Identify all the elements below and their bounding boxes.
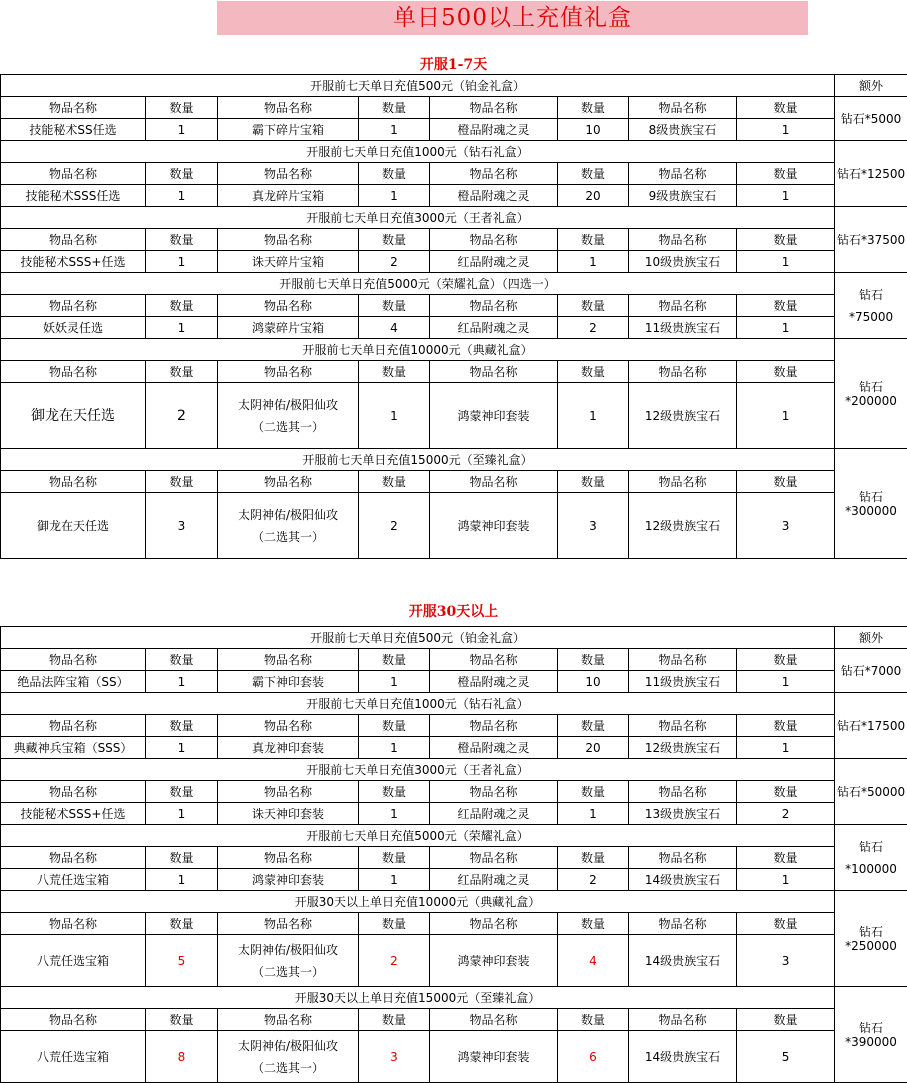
col-qty-header: 数量	[737, 781, 835, 803]
col-qty-header: 数量	[737, 163, 835, 185]
item-name-two-line	[218, 935, 359, 987]
item-qty: 2	[558, 317, 629, 339]
extra-header: 额外	[835, 75, 907, 97]
item-qty: 1	[737, 869, 835, 891]
item-name: 鸿蒙神印套装	[430, 1031, 558, 1083]
col-name-header: 物品名称	[1, 361, 146, 383]
col-name-header: 物品名称	[430, 1009, 558, 1031]
col-qty-header: 数量	[737, 847, 835, 869]
item-qty: 1	[737, 251, 835, 273]
col-name-header: 物品名称	[1, 715, 146, 737]
item-qty: 3	[737, 493, 835, 559]
col-qty-header: 数量	[359, 295, 430, 317]
item-qty: 1	[737, 185, 835, 207]
col-name-header: 物品名称	[629, 1009, 737, 1031]
item-name: 8级贵族宝石	[629, 119, 737, 141]
item-name: 御龙在天任选	[1, 383, 146, 449]
item-name: 12级贵族宝石	[629, 383, 737, 449]
tier-header: 开服前七天单日充值10000元（典藏礼盒）	[1, 339, 835, 361]
col-qty-header: 数量	[558, 781, 629, 803]
extra-reward	[835, 825, 907, 891]
col-name-header: 物品名称	[218, 229, 359, 251]
item-qty: 3	[146, 493, 218, 559]
col-qty-header: 数量	[558, 295, 629, 317]
item-qty: 5	[737, 1031, 835, 1083]
col-name-header: 物品名称	[218, 361, 359, 383]
item-name: 红品附魂之灵	[430, 317, 558, 339]
col-qty-header: 数量	[359, 781, 430, 803]
item-qty: 3	[737, 935, 835, 987]
item-qty: 2	[737, 803, 835, 825]
item-name: 橙品附魂之灵	[430, 119, 558, 141]
tier-header: 开服前七天单日充值3000元（王者礼盒）	[1, 207, 835, 229]
extra-reward-line2: *100000	[845, 861, 897, 876]
col-qty-header: 数量	[359, 715, 430, 737]
col-qty-header: 数量	[359, 913, 430, 935]
col-name-header: 物品名称	[218, 1009, 359, 1031]
col-name-header: 物品名称	[629, 649, 737, 671]
item-qty: 1	[146, 737, 218, 759]
extra-reward	[835, 273, 907, 339]
col-qty-header: 数量	[558, 847, 629, 869]
item-qty: 1	[359, 737, 430, 759]
item-qty: 1	[558, 803, 629, 825]
item-name-note: （二选其一）	[251, 1060, 324, 1075]
col-qty-header: 数量	[146, 1009, 218, 1031]
item-name: 太阴神佑/极阳仙攻	[237, 397, 339, 412]
tier-header: 开服前七天单日充值5000元（荣耀礼盒）（四选一）	[1, 273, 835, 295]
col-name-header: 物品名称	[218, 649, 359, 671]
item-name: 霸下碎片宝箱	[218, 119, 359, 141]
col-qty-header: 数量	[359, 97, 430, 119]
col-qty-header: 数量	[146, 163, 218, 185]
col-qty-header: 数量	[737, 649, 835, 671]
item-name-two-line	[218, 493, 359, 559]
section-title: 开服30天以上	[408, 604, 499, 620]
col-qty-header: 数量	[359, 163, 430, 185]
item-qty: 1	[359, 869, 430, 891]
col-qty-header: 数量	[146, 361, 218, 383]
item-qty: 2	[146, 383, 218, 449]
item-qty: 1	[146, 251, 218, 273]
item-name: 技能秘术SS任选	[1, 119, 146, 141]
col-qty-header: 数量	[146, 97, 218, 119]
item-qty: 10	[558, 119, 629, 141]
item-qty: 5	[146, 935, 218, 987]
item-qty: 1	[146, 671, 218, 693]
extra-reward: 钻石*7000	[835, 649, 907, 693]
item-qty: 1	[146, 185, 218, 207]
item-name: 典藏神兵宝箱（SSS）	[1, 737, 146, 759]
item-qty: 1	[146, 119, 218, 141]
item-name: 绝品法阵宝箱（SS）	[1, 671, 146, 693]
item-qty: 4	[359, 317, 430, 339]
col-qty-header: 数量	[146, 847, 218, 869]
item-qty: 1	[737, 671, 835, 693]
tier-header: 开服前七天单日充值15000元（至臻礼盒）	[1, 449, 835, 471]
item-qty: 1	[359, 119, 430, 141]
item-name: 御龙在天任选	[1, 493, 146, 559]
col-qty-header: 数量	[359, 229, 430, 251]
item-name: 橙品附魂之灵	[430, 185, 558, 207]
col-name-header: 物品名称	[218, 715, 359, 737]
col-qty-header: 数量	[359, 649, 430, 671]
col-qty-header: 数量	[558, 163, 629, 185]
extra-reward: 钻石*250000	[835, 891, 907, 987]
col-name-header: 物品名称	[629, 715, 737, 737]
col-qty-header: 数量	[146, 295, 218, 317]
col-qty-header: 数量	[558, 1009, 629, 1031]
item-name: 鸿蒙碎片宝箱	[218, 317, 359, 339]
item-qty: 2	[359, 493, 430, 559]
item-name: 技能秘术SSS+任选	[1, 251, 146, 273]
col-name-header: 物品名称	[430, 97, 558, 119]
item-name: 诛天神印套装	[218, 803, 359, 825]
col-qty-header: 数量	[558, 471, 629, 493]
item-qty: 8	[146, 1031, 218, 1083]
item-qty: 10	[558, 671, 629, 693]
item-name: 14级贵族宝石	[629, 935, 737, 987]
col-qty-header: 数量	[359, 847, 430, 869]
tier-header: 开服30天以上单日充值15000元（至臻礼盒）	[1, 987, 835, 1009]
col-name-header: 物品名称	[1, 781, 146, 803]
col-name-header: 物品名称	[218, 471, 359, 493]
col-name-header: 物品名称	[629, 163, 737, 185]
item-name: 技能秘术SSS+任选	[1, 803, 146, 825]
col-name-header: 物品名称	[430, 295, 558, 317]
item-name: 橙品附魂之灵	[430, 737, 558, 759]
col-qty-header: 数量	[146, 715, 218, 737]
col-qty-header: 数量	[558, 715, 629, 737]
extra-reward: 钻石*50000	[835, 759, 907, 825]
col-qty-header: 数量	[558, 913, 629, 935]
item-name: 13级贵族宝石	[629, 803, 737, 825]
col-qty-header: 数量	[737, 1009, 835, 1031]
col-name-header: 物品名称	[1, 1009, 146, 1031]
item-qty: 1	[359, 185, 430, 207]
item-name: 红品附魂之灵	[430, 869, 558, 891]
item-name: 鸿蒙神印套装	[430, 935, 558, 987]
item-qty: 1	[737, 317, 835, 339]
col-name-header: 物品名称	[430, 715, 558, 737]
item-name: 12级贵族宝石	[629, 737, 737, 759]
item-qty: 1	[558, 251, 629, 273]
extra-reward: 钻石*200000	[835, 339, 907, 449]
col-name-header: 物品名称	[629, 97, 737, 119]
item-name: 技能秘术SSS任选	[1, 185, 146, 207]
col-name-header: 物品名称	[218, 913, 359, 935]
extra-reward-line1: 钻石	[859, 839, 884, 854]
col-qty-header: 数量	[359, 361, 430, 383]
col-name-header: 物品名称	[430, 649, 558, 671]
col-qty-header: 数量	[737, 361, 835, 383]
tier-header: 开服前七天单日充值1000元（钻石礼盒）	[1, 693, 835, 715]
item-qty: 1	[359, 383, 430, 449]
col-name-header: 物品名称	[430, 163, 558, 185]
item-name: 太阴神佑/极阳仙攻	[237, 507, 339, 522]
col-name-header: 物品名称	[629, 471, 737, 493]
item-name: 9级贵族宝石	[629, 185, 737, 207]
reward-table-section-2	[0, 626, 907, 1083]
item-name-two-line	[218, 383, 359, 449]
col-name-header: 物品名称	[1, 847, 146, 869]
col-name-header: 物品名称	[218, 781, 359, 803]
item-name: 红品附魂之灵	[430, 803, 558, 825]
col-qty-header: 数量	[359, 1009, 430, 1031]
item-qty: 1	[146, 803, 218, 825]
item-name-note: （二选其一）	[251, 964, 324, 979]
tier-header: 开服30天以上单日充值10000元（典藏礼盒）	[1, 891, 835, 913]
col-qty-header: 数量	[737, 229, 835, 251]
col-name-header: 物品名称	[1, 229, 146, 251]
extra-reward: 钻石*390000	[835, 987, 907, 1083]
item-qty: 1	[737, 119, 835, 141]
page-banner: 单日500以上充值礼盒	[217, 1, 808, 35]
item-qty: 20	[558, 737, 629, 759]
col-name-header: 物品名称	[430, 913, 558, 935]
col-qty-header: 数量	[737, 97, 835, 119]
item-name: 八荒任选宝箱	[1, 1031, 146, 1083]
item-qty: 1	[359, 803, 430, 825]
extra-header: 额外	[835, 627, 907, 649]
item-name: 鸿蒙神印套装	[430, 383, 558, 449]
extra-reward: 钻石*5000	[835, 97, 907, 141]
item-name: 11级贵族宝石	[629, 317, 737, 339]
col-qty-header: 数量	[737, 471, 835, 493]
item-name: 霸下神印套装	[218, 671, 359, 693]
item-name: 橙品附魂之灵	[430, 671, 558, 693]
tier-header: 开服前七天单日充值3000元（王者礼盒）	[1, 759, 835, 781]
col-name-header: 物品名称	[430, 229, 558, 251]
item-name: 太阴神佑/极阳仙攻	[237, 1038, 339, 1053]
tier-header: 开服前七天单日充值5000元（荣耀礼盒）	[1, 825, 835, 847]
item-name: 14级贵族宝石	[629, 1031, 737, 1083]
item-qty: 2	[558, 869, 629, 891]
col-name-header: 物品名称	[629, 229, 737, 251]
col-name-header: 物品名称	[629, 847, 737, 869]
extra-reward: 钻石*17500	[835, 693, 907, 759]
col-name-header: 物品名称	[430, 361, 558, 383]
item-name: 10级贵族宝石	[629, 251, 737, 273]
item-name: 太阴神佑/极阳仙攻	[237, 942, 339, 957]
col-qty-header: 数量	[737, 913, 835, 935]
item-name: 妖妖灵任选	[1, 317, 146, 339]
extra-reward-line2: *75000	[848, 309, 894, 324]
item-qty: 2	[359, 251, 430, 273]
col-qty-header: 数量	[146, 781, 218, 803]
item-qty: 1	[737, 383, 835, 449]
extra-reward: 钻石*300000	[835, 449, 907, 559]
section-title: 开服1-7天	[419, 57, 488, 73]
item-name-note: （二选其一）	[251, 529, 324, 544]
col-qty-header: 数量	[558, 649, 629, 671]
col-name-header: 物品名称	[1, 913, 146, 935]
col-name-header: 物品名称	[629, 913, 737, 935]
item-qty: 3	[359, 1031, 430, 1083]
item-qty: 6	[558, 1031, 629, 1083]
col-name-header: 物品名称	[430, 781, 558, 803]
extra-reward: 钻石*37500	[835, 207, 907, 273]
item-name: 鸿蒙神印套装	[218, 869, 359, 891]
item-name: 鸿蒙神印套装	[430, 493, 558, 559]
col-qty-header: 数量	[737, 715, 835, 737]
col-name-header: 物品名称	[629, 781, 737, 803]
col-qty-header: 数量	[146, 913, 218, 935]
col-name-header: 物品名称	[430, 471, 558, 493]
col-qty-header: 数量	[558, 361, 629, 383]
col-name-header: 物品名称	[1, 97, 146, 119]
item-name: 红品附魂之灵	[430, 251, 558, 273]
extra-reward: 钻石*12500	[835, 141, 907, 207]
col-name-header: 物品名称	[218, 163, 359, 185]
col-name-header: 物品名称	[218, 295, 359, 317]
col-qty-header: 数量	[558, 97, 629, 119]
item-name: 诛天碎片宝箱	[218, 251, 359, 273]
reward-table-section-1	[0, 74, 907, 559]
col-qty-header: 数量	[146, 229, 218, 251]
col-name-header: 物品名称	[430, 847, 558, 869]
item-name: 八荒任选宝箱	[1, 869, 146, 891]
col-qty-header: 数量	[359, 471, 430, 493]
item-name: 11级贵族宝石	[629, 671, 737, 693]
col-name-header: 物品名称	[1, 163, 146, 185]
col-name-header: 物品名称	[1, 471, 146, 493]
col-qty-header: 数量	[146, 649, 218, 671]
col-name-header: 物品名称	[218, 97, 359, 119]
item-qty: 1	[737, 737, 835, 759]
item-qty: 20	[558, 185, 629, 207]
item-name: 12级贵族宝石	[629, 493, 737, 559]
item-qty: 1	[146, 317, 218, 339]
col-qty-header: 数量	[146, 471, 218, 493]
item-name: 真龙碎片宝箱	[218, 185, 359, 207]
extra-reward-line1: 钻石	[859, 287, 884, 302]
col-qty-header: 数量	[558, 229, 629, 251]
col-name-header: 物品名称	[1, 295, 146, 317]
item-name: 14级贵族宝石	[629, 869, 737, 891]
item-qty: 1	[359, 671, 430, 693]
tier-header: 开服前七天单日充值500元（铂金礼盒）	[1, 627, 835, 649]
item-name: 真龙神印套装	[218, 737, 359, 759]
tier-header: 开服前七天单日充值500元（铂金礼盒）	[1, 75, 835, 97]
item-qty: 1	[558, 383, 629, 449]
item-qty: 2	[359, 935, 430, 987]
item-qty: 4	[558, 935, 629, 987]
item-name: 八荒任选宝箱	[1, 935, 146, 987]
col-name-header: 物品名称	[629, 295, 737, 317]
tier-header: 开服前七天单日充值1000元（钻石礼盒）	[1, 141, 835, 163]
col-qty-header: 数量	[737, 295, 835, 317]
item-qty: 1	[146, 869, 218, 891]
col-name-header: 物品名称	[1, 649, 146, 671]
col-name-header: 物品名称	[218, 847, 359, 869]
col-name-header: 物品名称	[629, 361, 737, 383]
item-qty: 3	[558, 493, 629, 559]
item-name-note: （二选其一）	[251, 419, 324, 434]
